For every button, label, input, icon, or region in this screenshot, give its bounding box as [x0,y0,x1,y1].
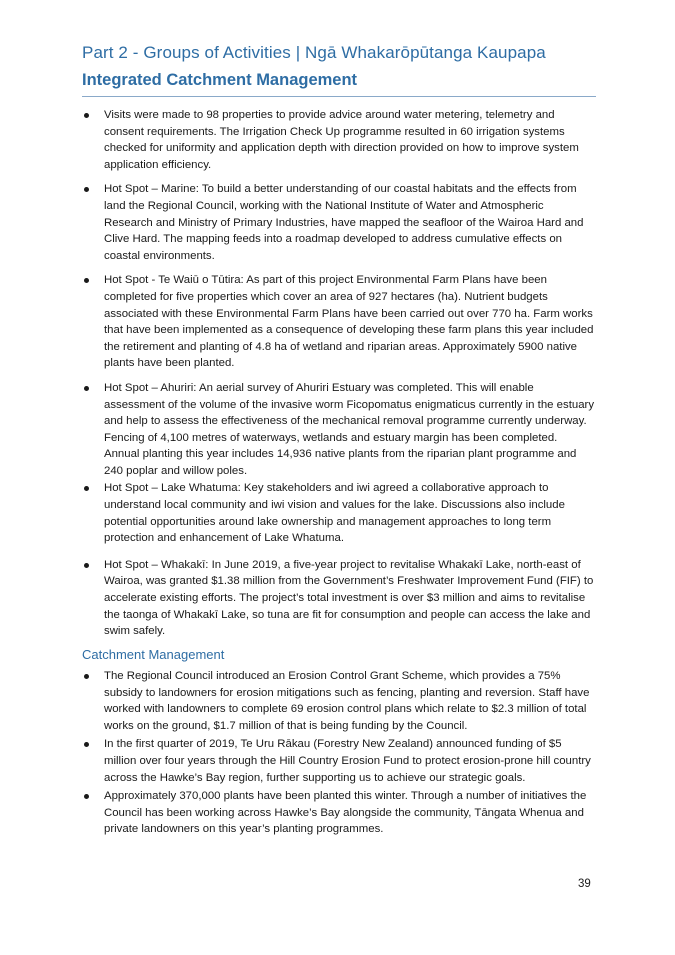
bullet-icon [84,794,89,799]
list-item-text: Hot Spot - Te Waiū o Tūtira: As part of this project Environmental Farm Plans have been completed for five properties which cover an area of 927 hectares (ha). Nutrient budgets associated with these Environmental Farm Plans have been carried out over 770 ha. Farm works that have been implemented as a consequence of developing these farm plans this year included the retirement and planting of 4.8 ha of wetland and riparian areas. Approximately 5900 native plants have been planted. [104,274,594,370]
list-item [82,788,594,838]
list-item-text: In the first quarter of 2019, Te Uru Rākau (Forestry New Zealand) announced funding of $5 million over four years through the Hill Country Erosion Fund to protect erosion-prone hill country across the Hawke’s Bay region, further supporting us to achieve our strategic goals. [104,738,591,784]
part-title: Part 2 - Groups of Activities | Ngā Whakarōpūtanga Kaupapa [82,43,546,62]
list-item [82,557,594,640]
list-item [82,107,594,173]
list-item [82,668,594,734]
bullet-icon [84,278,89,283]
list-item [82,736,594,786]
list-item-text: Visits were made to 98 properties to provide advice around water metering, telemetry and consent requirements. The Irrigation Check Up programme resulted in 60 irrigation systems checked for uniformity and application depth with direction provided on how to improve system application efficiency. [104,109,579,171]
section-title: Integrated Catchment Management [82,71,358,89]
bullet-icon [84,563,89,568]
list-item [82,380,594,480]
activities-bullet-list [82,107,594,640]
list-item [82,480,594,546]
list-item-text: Hot Spot – Whakakī: In June 2019, a five-year project to revitalise Whakakī Lake, north-east of Wairoa, was granted $1.38 million from the Government’s Freshwater Improvement Fund (FIF) to accelerate existing efforts. The project’s total investment is over $3 million and aims to revitalise the taonga of Whakakī Lake, so tuna are fit for consumption and people can access the lake and swim safely. [104,558,594,638]
list-item [82,181,594,264]
bullet-icon [84,386,89,391]
bullet-icon [84,187,89,192]
list-item [82,272,594,372]
list-item-text: Hot Spot – Lake Whatuma: Key stakeholders and iwi agreed a collaborative approach to understand local community and iwi vision and values for the lake. Discussions also include potential opportunities around lake ownership and management approaches to long term protection and enhancement of Lake Whatuma. [104,482,565,545]
list-item-text: The Regional Council introduced an Erosion Control Grant Scheme, which provides a 75% subsidy to landowners for erosion mitigations such as fencing, planting and reversion. Staff have worked with landowners to complete 69 erosion control plans which relate to $2.3 million of total works on the ground, $1.7 million of that is being funding by the Council. [104,670,590,732]
catchment-management-heading: Catchment Management [82,647,225,662]
bullet-icon [84,742,89,747]
list-item-text: Hot Spot – Ahuriri: An aerial survey of Ahuriri Estuary was completed. This will enable assessment of the volume of the invasive worm Ficopomatus enigmaticus currently in the estuary and help to assess the effectiveness of the mechanical removal programme currently underway. Fencing of 4,100 metres of waterways, wetlands and estuary margin has been completed. Annual planting this year includes 14,936 native plants from the riparian plant programme and 240 poplar and willow poles. [104,381,595,477]
bullet-icon [84,674,89,679]
list-item-text: Hot Spot – Marine: To build a better understanding of our coastal habitats and the effects from land the Regional Council, working with the National Institute of Water and Atmospheric Research and Ministry of Primary Industries, have mapped the seafloor of the Wairoa Hard and Clive Hard. The mapping feeds into a roadmap developed to address cumulative effects on coastal environments. [104,183,584,262]
list-item-text: Approximately 370,000 plants have been planted this winter. Through a number of initiatives the Council has been working across Hawke’s Bay alongside the community, Tāngata Whenua and private landowners on this year’s planting programmes. [104,790,587,836]
bullet-icon [84,113,89,118]
catchment-bullet-list [82,668,594,838]
page-number: 39 [578,878,591,890]
bullet-icon [84,486,89,491]
title-divider [82,96,596,97]
